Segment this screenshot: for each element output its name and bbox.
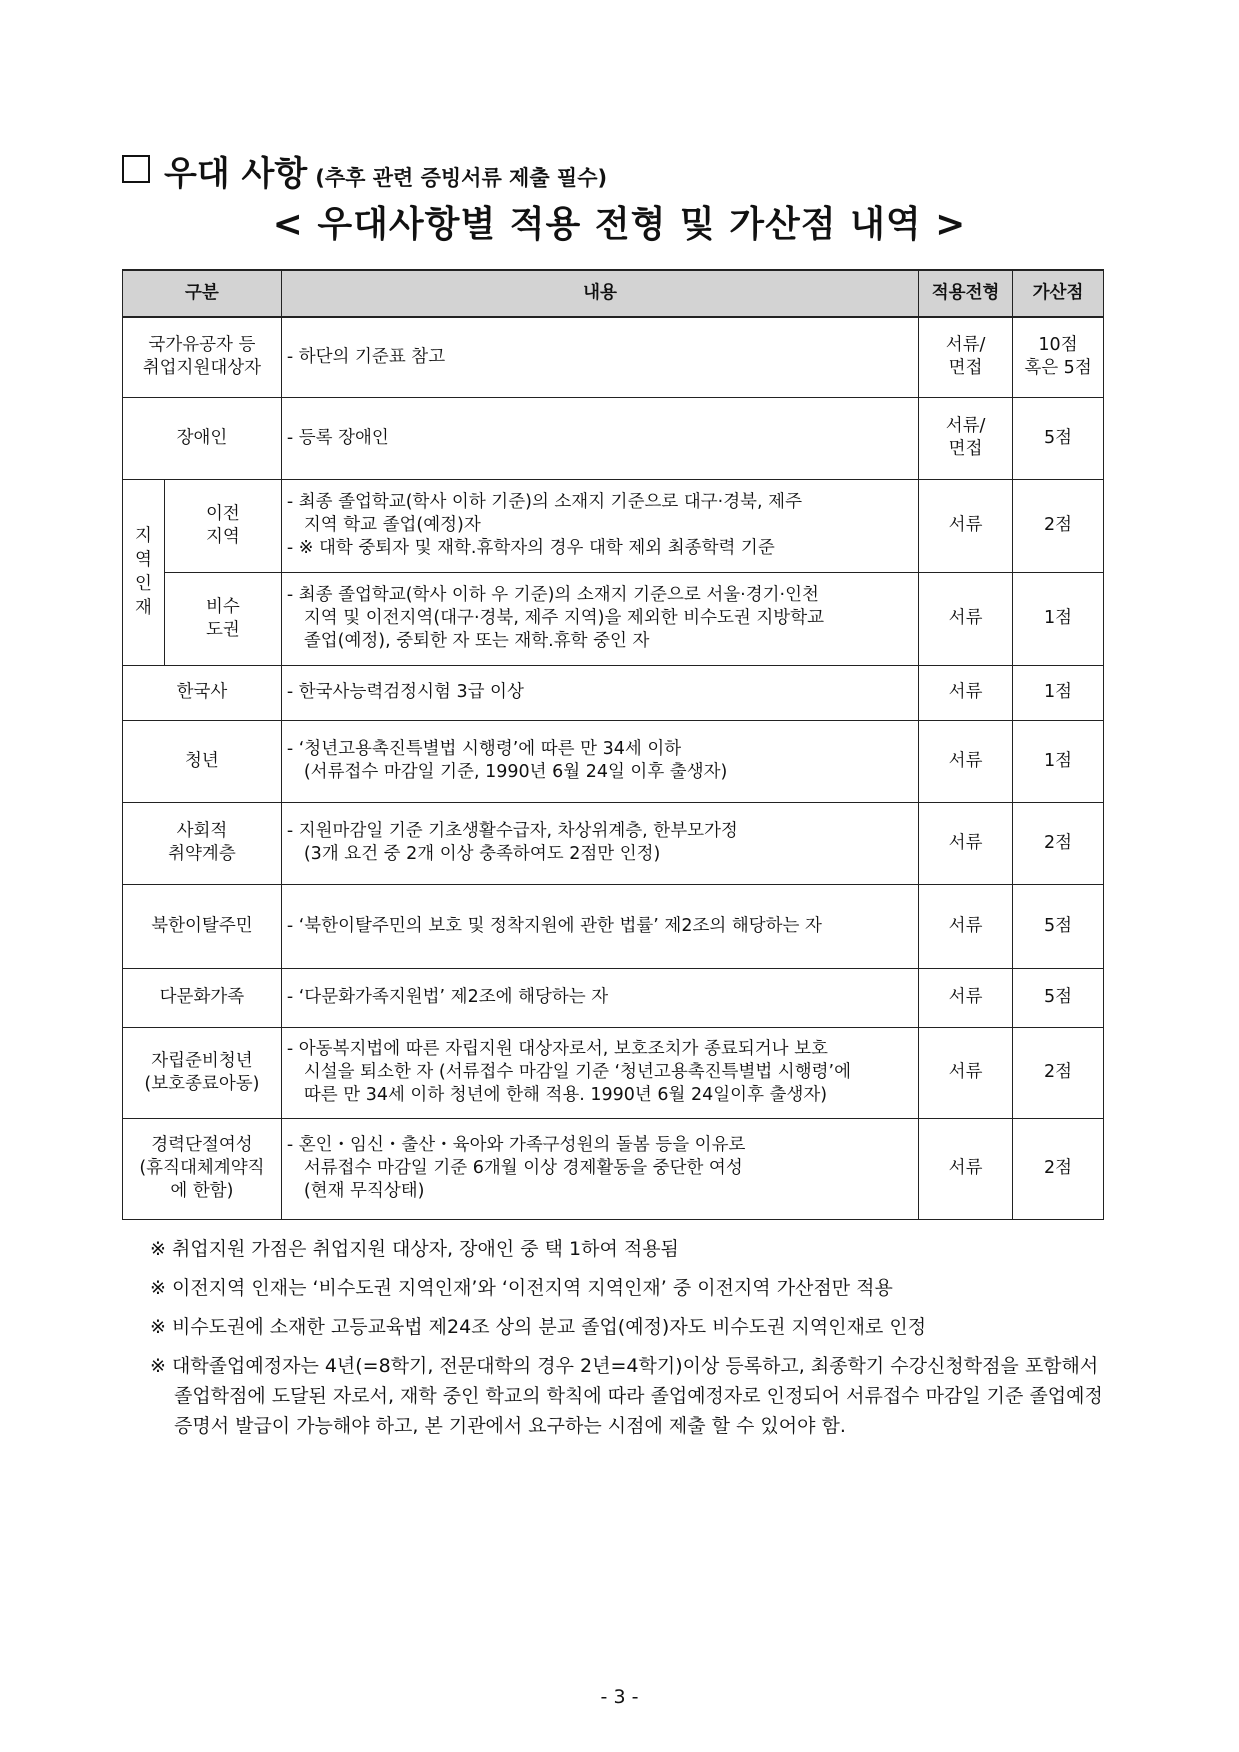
cell-line: 10점 bbox=[1038, 335, 1078, 356]
cell-line: - 한국사능력검정시험 3급 이상 bbox=[286, 682, 524, 702]
content-cell bbox=[281, 884, 918, 968]
cell-line: 서류 bbox=[948, 682, 983, 702]
header-category: 구분 bbox=[123, 270, 282, 317]
cell-line: 시설을 퇴소한 자 (서류접수 마감일 기준 ‘청년고용촉진특별법 시행령’에 bbox=[303, 1062, 851, 1082]
cell-line: 도권 bbox=[206, 619, 240, 640]
category-cell bbox=[123, 884, 282, 968]
cell-line: - 최종 졸업학교(학사 이하 기준)의 소재지 기준으로 대구·경북, 제주 bbox=[286, 492, 802, 512]
cell-line: 따른 만 34세 이하 청년에 한해 적용. 1990년 6월 24일이후 출생자) bbox=[303, 1085, 828, 1105]
stage-cell bbox=[919, 479, 1013, 572]
section-title: 우대 사항 bbox=[164, 154, 308, 194]
cell-line: - 지원마감일 기준 기초생활수급자, 차상위계층, 한부모가정 bbox=[286, 821, 738, 841]
cell-line: 서류 bbox=[948, 750, 983, 771]
cell-line: 서류 bbox=[948, 1062, 983, 1082]
table-row bbox=[123, 665, 1104, 720]
category-cell bbox=[123, 968, 282, 1027]
category-cell bbox=[164, 572, 281, 665]
content-cell bbox=[281, 572, 918, 665]
cell-line: 서류 bbox=[948, 987, 983, 1007]
cell-line: 서류/ bbox=[945, 416, 986, 436]
category-cell bbox=[123, 397, 282, 479]
category-cell bbox=[123, 317, 282, 397]
cell-line: - ※ 대학 중퇴자 및 재학.휴학자의 경우 대학 제외 최종학력 기준 bbox=[286, 538, 775, 558]
group-label-char: 재 bbox=[135, 598, 152, 618]
group-label-cell bbox=[123, 479, 165, 665]
cell-line: 지역 bbox=[206, 526, 240, 547]
cell-line: 서류 bbox=[948, 515, 983, 535]
cell-line: - ‘북한이탈주민의 보호 및 정착지원에 관한 법률’ 제2조의 해당하는 자 bbox=[286, 915, 822, 936]
table-row bbox=[123, 802, 1104, 884]
content-cell bbox=[281, 802, 918, 884]
header-stage: 적용전형 bbox=[919, 270, 1013, 317]
cell-line: (휴직대체계약직 bbox=[139, 1158, 265, 1178]
stage-cell bbox=[919, 884, 1013, 968]
table-row bbox=[123, 1118, 1104, 1219]
cell-line: 면접 bbox=[948, 358, 983, 379]
page-number: - 3 - bbox=[600, 1686, 639, 1708]
checkbox-square-icon bbox=[122, 155, 150, 183]
note-item: ※ 비수도권에 소재한 고등교육법 제24조 상의 분교 졸업(예정)자도 비수도권 지역인재로 인정 bbox=[150, 1316, 927, 1338]
section-heading bbox=[122, 146, 607, 195]
cell-line: (보호종료아동) bbox=[144, 1073, 260, 1094]
cell-line: 서류 bbox=[948, 1158, 983, 1178]
cell-line: 2점 bbox=[1044, 1062, 1073, 1082]
content-cell bbox=[281, 665, 918, 720]
points-cell bbox=[1013, 968, 1104, 1027]
group-label-char: 지 bbox=[135, 526, 152, 546]
cell-line: 1점 bbox=[1044, 682, 1073, 702]
cell-line: 에 한함) bbox=[170, 1181, 234, 1201]
note-item: ※ 대학졸업예정자는 4년(=8학기, 전문대학의 경우 2년=4학기)이상 등록하고, 최종학기 수강신청학점을 포함해서 졸업학점에 도달된 자로서, 재학 중인 학교의 학칙에 따라 졸업예정자로 인정되어 서류접수 마감일 기준 졸업예정증명서 발급이 가능해야 하고, 본 기관에서 요구하는 시점에 제출 할 수 있어야 함. bbox=[150, 1355, 1103, 1437]
content-cell bbox=[281, 1027, 918, 1118]
points-cell bbox=[1013, 479, 1104, 572]
cell-line: 면접 bbox=[948, 439, 983, 459]
points-cell bbox=[1013, 1027, 1104, 1118]
table-header-row bbox=[123, 270, 1104, 317]
table-row bbox=[123, 884, 1104, 968]
cell-line: 졸업(예정), 중퇴한 자 또는 재학.휴학 중인 자 bbox=[303, 631, 650, 651]
stage-cell bbox=[919, 397, 1013, 479]
cell-line: - ‘다문화가족지원법’ 제2조에 해당하는 자 bbox=[286, 987, 609, 1007]
cell-line: 취업지원대상자 bbox=[142, 358, 262, 379]
cell-line: - 등록 장애인 bbox=[286, 427, 389, 448]
cell-line: 5점 bbox=[1044, 427, 1073, 448]
cell-line: 다문화가족 bbox=[159, 987, 245, 1007]
preference-table bbox=[122, 269, 1104, 1220]
category-cell bbox=[123, 802, 282, 884]
content-cell bbox=[281, 720, 918, 802]
stage-cell bbox=[919, 665, 1013, 720]
stage-cell bbox=[919, 720, 1013, 802]
content-cell bbox=[281, 968, 918, 1027]
note-item: ※ 이전지역 인재는 ‘비수도권 지역인재’와 ‘이전지역 지역인재’ 중 이전지역 가산점만 적용 bbox=[150, 1277, 893, 1299]
table-row bbox=[123, 1027, 1104, 1118]
cell-line: 서류 bbox=[948, 832, 983, 853]
stage-cell bbox=[919, 802, 1013, 884]
cell-line: (현재 무직상태) bbox=[303, 1181, 425, 1201]
cell-line: - 아동복지법에 따른 자립지원 대상자로서, 보호조치가 종료되거나 보호 bbox=[286, 1039, 828, 1059]
cell-line: 사회적 bbox=[176, 821, 228, 841]
category-cell bbox=[123, 1027, 282, 1118]
table-row bbox=[123, 968, 1104, 1027]
points-cell bbox=[1013, 397, 1104, 479]
category-cell bbox=[123, 1118, 282, 1219]
notes-list bbox=[150, 1234, 1110, 1450]
cell-line: 서류/ bbox=[945, 335, 986, 356]
cell-line: 장애인 bbox=[176, 427, 228, 448]
cell-line: 북한이탈주민 bbox=[151, 915, 253, 936]
points-cell bbox=[1013, 720, 1104, 802]
stage-cell bbox=[919, 1027, 1013, 1118]
section-note: (추후 관련 증빙서류 제출 필수) bbox=[315, 166, 608, 190]
cell-line: (3개 요건 중 2개 이상 충족하여도 2점만 인정) bbox=[303, 844, 661, 864]
content-cell bbox=[281, 479, 918, 572]
cell-line: 5점 bbox=[1044, 915, 1073, 936]
cell-line: 국가유공자 등 bbox=[148, 335, 256, 356]
cell-line: 청년 bbox=[185, 750, 219, 771]
points-cell bbox=[1013, 572, 1104, 665]
cell-line: 1점 bbox=[1044, 608, 1073, 628]
points-cell bbox=[1013, 317, 1104, 397]
cell-line: 비수 bbox=[206, 596, 240, 617]
table-row bbox=[123, 572, 1104, 665]
table-row bbox=[123, 720, 1104, 802]
points-cell bbox=[1013, 802, 1104, 884]
cell-line: 지역 및 이전지역(대구·경북, 제주 지역)을 제외한 비수도권 지방학교 bbox=[303, 608, 825, 628]
stage-cell bbox=[919, 572, 1013, 665]
group-label-char: 인 bbox=[135, 574, 152, 594]
category-cell bbox=[123, 665, 282, 720]
cell-line: (서류접수 마감일 기준, 1990년 6월 24일 이후 출생자) bbox=[303, 762, 728, 782]
cell-line: 이전 bbox=[206, 503, 240, 524]
header-points: 가산점 bbox=[1013, 270, 1104, 317]
cell-line: 지역 학교 졸업(예정)자 bbox=[303, 515, 481, 535]
cell-line: 서류 bbox=[948, 608, 983, 628]
cell-line: 혹은 5점 bbox=[1024, 358, 1092, 379]
cell-line: - 최종 졸업학교(학사 이하 우 기준)의 소재지 기준으로 서울·경기·인천 bbox=[286, 585, 819, 605]
cell-line: 5점 bbox=[1044, 987, 1073, 1007]
cell-line: 서류접수 마감일 기준 6개월 이상 경제활동을 중단한 여성 bbox=[303, 1158, 743, 1178]
stage-cell bbox=[919, 1118, 1013, 1219]
category-cell bbox=[164, 479, 281, 572]
table-title: < 우대사항별 적용 전형 및 가산점 내역 > bbox=[272, 204, 967, 245]
cell-line: - 혼인・임신・출산・육아와 가족구성원의 돌봄 등을 이유로 bbox=[286, 1135, 746, 1155]
table-row bbox=[123, 317, 1104, 397]
cell-line: 서류 bbox=[948, 915, 983, 936]
points-cell bbox=[1013, 1118, 1104, 1219]
stage-cell bbox=[919, 968, 1013, 1027]
cell-line: 2점 bbox=[1044, 515, 1073, 535]
cell-line: 취약계층 bbox=[168, 844, 236, 864]
points-cell bbox=[1013, 665, 1104, 720]
cell-line: - ‘청년고용촉진특별법 시행령’에 따른 만 34세 이하 bbox=[286, 739, 682, 759]
cell-line: 1점 bbox=[1044, 750, 1073, 771]
points-cell bbox=[1013, 884, 1104, 968]
category-cell bbox=[123, 720, 282, 802]
cell-line: 2점 bbox=[1044, 832, 1073, 853]
group-label-char: 역 bbox=[135, 550, 152, 570]
note-item: ※ 취업지원 가점은 취업지원 대상자, 장애인 중 택 1하여 적용됨 bbox=[150, 1238, 679, 1260]
table-row bbox=[123, 479, 1104, 572]
cell-line: - 하단의 기준표 참고 bbox=[286, 346, 446, 367]
content-cell bbox=[281, 1118, 918, 1219]
content-cell bbox=[281, 397, 918, 479]
stage-cell bbox=[919, 317, 1013, 397]
header-content: 내용 bbox=[281, 270, 918, 317]
content-cell bbox=[281, 317, 918, 397]
table-row bbox=[123, 397, 1104, 479]
cell-line: 2점 bbox=[1044, 1158, 1073, 1178]
cell-line: 자립준비청년 bbox=[151, 1050, 253, 1071]
cell-line: 한국사 bbox=[176, 682, 228, 702]
cell-line: 경력단절여성 bbox=[151, 1135, 253, 1155]
